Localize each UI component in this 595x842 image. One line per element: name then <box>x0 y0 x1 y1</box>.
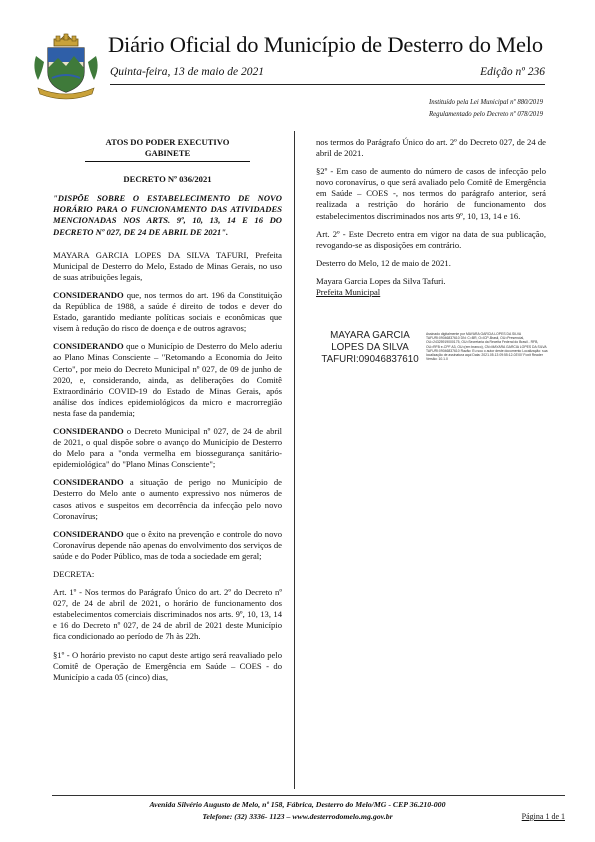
place-and-date: Desterro do Melo, 12 de maio de 2021. <box>316 257 451 268</box>
section-title: ATOS DO PODER EXECUTIVO <box>105 137 230 147</box>
considerando-text: o Decreto Municipal nº 027, de 24 de abril de 2021, o qual dispõe sobre o avanço do Município de Desterro do Melo para a "onda vermelha em biossegurança sanitário-epidemiológica" do "Plano Minas Consciente"; <box>53 425 282 470</box>
considerando-paragraph <box>53 341 282 419</box>
signature-name-block <box>318 330 422 367</box>
section-header <box>85 137 250 162</box>
considerando-paragraph <box>53 529 282 562</box>
digital-signature <box>318 330 550 390</box>
considerando-text: a situação de perigo no Município de Desterro do Melo ante o aumento expressivo nos números de casos ativos e suspeitos em decorrência da infecção pelo novo Coronavírus; <box>53 477 282 521</box>
considerando-text: que o Município de Desterro do Melo aderiu ao Plano Minas Consciente – "Retomando a Economia do Jeito Certo", por meio do Decreto Municipal nº 027, de 09 de junho de 2020, e, considerando, ainda, as deliberações do Comitê Extraordinário COVID-19 do Estado de Minas Gerais, após análise dos índices epidemiológicos da micro e macrorregião nesta fase da pandemia; <box>53 341 282 418</box>
decree-summary: "DISPÕE SOBRE O ESTABELECIMENTO DE NOVO HORÁRIO PARA O FUNCIONAMENTO DAS ATIVIDADES MENCIONADAS NOS ARTS. 9º, 10, 13, 14 E 16 DO DECRETO Nº 027, DE 24 DE ABRIL DE 2021". <box>53 193 282 237</box>
considerando-lead: CONSIDERANDO <box>53 289 124 300</box>
signature-line: TAFURI:09046837610 <box>321 354 419 366</box>
subsection-title: GABINETE <box>144 148 191 159</box>
considerando-text: que o êxito na prevenção e controle do novo Coronavírus depende não apenas do envolvimento dos serviços de saúde e do Poder Público, mas de toda a sociedade em geral; <box>53 528 282 561</box>
article-2: Art. 2º - Este Decreto entra em vigor na data de sua publicação, revogando-se as disposições em contrário. <box>316 228 546 250</box>
considerando-lead: CONSIDERANDO <box>53 477 124 488</box>
considerando-lead: CONSIDERANDO <box>53 341 124 352</box>
considerando-lead: CONSIDERANDO <box>53 528 124 539</box>
paragraph-1: §1º - O horário previsto no caput deste artigo será reavaliado pelo Comitê de Operação de Emergência em Saúde – COES - do Município a cada 05 (cinco) dias, <box>53 649 282 682</box>
considerando-paragraph <box>53 290 282 334</box>
paragraph-2: §2º - Em caso de aumento do número de casos de infecção pelo novo coronavírus, o que será avaliado pelo Comitê de Emergência em Saúde – COES -, nos termos do parágrafo anterior, será realizada a restrição do horário de funcionamento dos estabelecimentos discriminados nos arts 9º, 10, 13, 14 e 16. <box>316 166 546 221</box>
edition-number: Edição nº 236 <box>480 66 545 78</box>
right-column <box>316 137 546 298</box>
paragraph-1-continued: nos termos do Parágrafo Único do art. 2º do Decreto 027, de 24 de abril de 2021. <box>316 137 546 159</box>
signature-details: Assinado digitalmente por MAYARA GARCIA LOPES DA SILVA TAFURI:09046837610 DN: C=BR, O=ICP-Brasil, OU=Presencial, OU=24325919000175, OU=Secretaria da Receita Federal do Brasil - RFB, OU=RFB e-CPF A3, OU=(em branco), CN=MAYARA GARCIA LOPES DA SILVA TAFURI:09046837610 Razão: Eu sou o autor deste documento Localização: sua localização de assinatura aqui Data: 2021.05.13 09:55:12-03'00' Foxit Reader Versão: 10.1.0 <box>426 332 548 362</box>
decree-number: DECRETO Nº 036/2021 <box>123 174 212 185</box>
decreta-heading: DECRETA: <box>53 569 95 579</box>
footer-rule <box>52 795 565 796</box>
considerando-paragraph <box>53 426 282 470</box>
footer-address: Avenida Silvério Augusto de Melo, nº 158, Fábrica, Desterro do Melo/MG - CEP 36.210-000 <box>149 800 446 809</box>
column-divider <box>294 131 295 789</box>
considerando-paragraph <box>53 477 282 521</box>
left-column <box>53 137 282 690</box>
instituted-note: Instituído pela Lei Municipal nº 880/2019 <box>428 99 543 106</box>
intro-text: Prefeita Municipal de Desterro do Melo, Estado de Minas Gerais, no uso de suas atribuições legais, <box>53 249 282 282</box>
publication-date: Quinta-feira, 13 de maio de 2021 <box>110 66 264 78</box>
regulated-note: Regulamentado pelo Decreto nº 078/2019 <box>429 111 543 118</box>
page-number: Página 1 de 1 <box>521 812 565 821</box>
article-1: Art. 1º - Nos termos do Parágrafo Único do art. 2º do Decreto nº 027, de 24 de abril de 2021, o horário de funcionamento dos estabelecimentos comerciais discriminados nos arts. 9º, 10, 13, 14 e 16 do Decreto nº 027, de 24 de abril de 2021 deste Município fica condicionado ao período de 7h às 22h. <box>53 587 282 642</box>
municipal-coat-of-arms-icon <box>30 28 102 100</box>
signature-line: LOPES DA SILVA <box>331 342 409 354</box>
signer-role: Prefeita Municipal <box>316 287 381 298</box>
signer-name: Mayara Garcia Lopes da Silva Tafuri. <box>316 275 446 286</box>
footer-contact: Telefone: (32) 3336- 1123 – www.desterrodomelo.mg.gov.br <box>202 812 393 821</box>
mayor-name: MAYARA GARCIA LOPES DA SILVA TAFURI, <box>53 249 249 260</box>
considerando-text: que, nos termos do art. 196 da Constituição da República de 1988, a saúde é direito de todos e dever do Estado, garantido mediante políticas sociais e econômicas que visem à redução do risco de doença e de outros agravos; <box>53 289 282 334</box>
considerando-lead: CONSIDERANDO <box>53 425 124 436</box>
newspaper-title: Diário Oficial do Município de Desterro do Melo <box>108 32 543 57</box>
signature-line: MAYARA GARCIA <box>330 330 410 341</box>
intro-paragraph <box>53 250 282 283</box>
header-rule <box>110 84 545 85</box>
